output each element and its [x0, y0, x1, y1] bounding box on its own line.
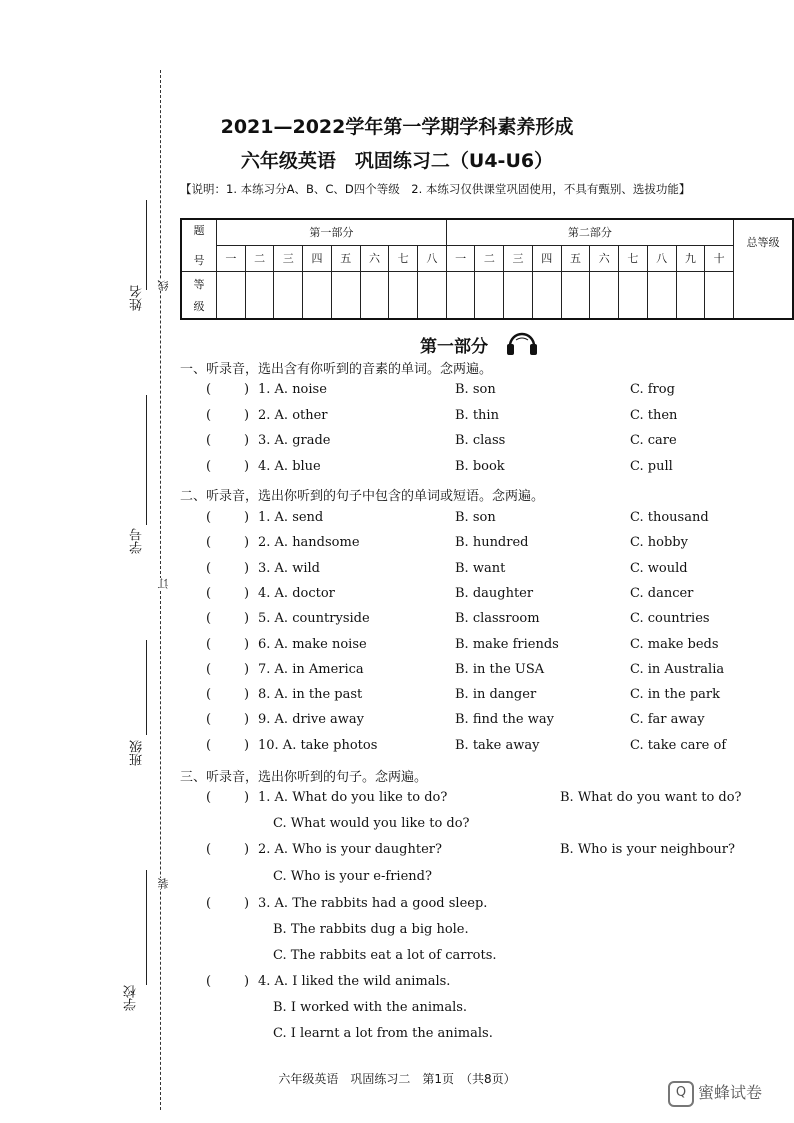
option-c: C. thousand — [630, 510, 709, 525]
paren-open: ( — [206, 510, 212, 525]
answer-blank[interactable]: ) — [244, 382, 250, 397]
option-a: 5. A. countryside — [258, 611, 370, 627]
s3-question-3: ( ) 3. A. The rabbits had a good sleep. — [206, 896, 488, 911]
paren-open: ( — [206, 636, 212, 652]
watermark-logo-icon: Q — [668, 1081, 694, 1107]
s3-question-4-c — [0, 1026, 794, 1048]
column-number-cell: 七 — [389, 245, 418, 271]
column-number-cell: 六 — [590, 245, 619, 271]
column-number-cell: 十 — [705, 245, 734, 271]
paren-open: ( — [206, 433, 212, 448]
option-a: 4. A. doctor — [258, 585, 335, 601]
grade-blank-cell[interactable] — [504, 271, 533, 319]
option-b: B. Who is your neighbour? — [560, 842, 735, 857]
grade-blank-cell[interactable] — [561, 271, 590, 319]
answer-blank[interactable]: ) — [244, 712, 250, 728]
option-b: B. book — [455, 458, 505, 474]
option-b: B. classroom — [455, 611, 540, 627]
column-number-cell: 八 — [647, 245, 676, 271]
option-a: 4. A. I liked the wild animals. — [258, 974, 451, 989]
grade-blank-cell[interactable] — [217, 271, 246, 319]
row-label-2: 号 — [193, 254, 205, 268]
answer-blank[interactable]: ) — [244, 433, 250, 448]
class-label: 班级 — [130, 740, 145, 766]
paren-open: ( — [206, 687, 212, 703]
grade-blank-cell[interactable] — [331, 271, 360, 319]
column-number-cell: 五 — [331, 245, 360, 271]
option-c: C. dancer — [630, 585, 694, 601]
answer-blank[interactable]: ) — [244, 585, 250, 601]
question-row — [0, 687, 794, 709]
answer-blank[interactable]: ) — [244, 510, 250, 525]
grade-blank-cell[interactable] — [590, 271, 619, 319]
option-c: C. Who is your e-friend? — [273, 869, 432, 884]
grade-blank-cell[interactable] — [532, 271, 561, 319]
grade-blank-cell[interactable] — [389, 271, 418, 319]
grade-blank-cell[interactable] — [446, 271, 475, 319]
answer-blank[interactable]: ) — [244, 560, 250, 576]
option-a: 7. A. in America — [258, 661, 364, 677]
exam-subtitle: 六年级英语 巩固练习二（U4-U6） — [240, 150, 554, 172]
answer-blank[interactable]: ) — [244, 974, 250, 989]
part2-header: 第二部分 — [446, 219, 733, 245]
instruction-note: 【说明：1. 本练习分A、B、C、D四个等级 2. 本练习仅供课堂巩固使用，不具有甄别、选拔功能】 — [180, 182, 691, 196]
answer-blank[interactable]: ) — [244, 611, 250, 627]
option-b: B. make friends — [455, 636, 559, 652]
section1-heading: 一、听录音，选出含有你听到的音素的单词。念两遍。 — [180, 362, 493, 377]
s3-question-1: ( ) 1. A. What do you like to do? B. What do you want to do? — [206, 790, 742, 805]
answer-blank[interactable]: ) — [244, 407, 250, 423]
column-number-cell: 四 — [303, 245, 332, 271]
option-b: B. hundred — [455, 535, 529, 551]
paren-open: ( — [206, 535, 212, 551]
option-b: B. find the way — [455, 712, 554, 728]
question-row — [0, 459, 794, 481]
s3-question-2: ( ) 2. A. Who is your daughter? B. Who is your neighbour? — [206, 842, 735, 857]
paren-open: ( — [206, 737, 212, 753]
answer-blank[interactable]: ) — [244, 842, 250, 857]
option-a: 1. A. What do you like to do? — [258, 790, 448, 805]
total-grade-header: 总等级 — [734, 219, 794, 319]
option-a: 2. A. handsome — [258, 535, 360, 551]
column-number-cell: 六 — [360, 245, 389, 271]
option-b: B. want — [455, 560, 506, 576]
column-number-cell: 三 — [504, 245, 533, 271]
column-number-cell: 二 — [475, 245, 504, 271]
question-row — [0, 738, 794, 760]
option-a: 6. A. make noise — [258, 636, 367, 652]
grade-blank-cell[interactable] — [245, 271, 274, 319]
part-heading: 第一部分 — [420, 337, 488, 357]
answer-blank[interactable]: ) — [244, 636, 250, 652]
option-c: C. would — [630, 560, 688, 576]
column-number-cell: 一 — [446, 245, 475, 271]
option-c: C. The rabbits eat a lot of carrots. — [273, 948, 497, 963]
column-number-cell: 三 — [274, 245, 303, 271]
paren-open: ( — [206, 458, 212, 474]
question-row — [0, 408, 794, 430]
paren-open: ( — [206, 382, 212, 397]
question-row — [0, 637, 794, 659]
question-row — [0, 662, 794, 684]
part1-header: 第一部分 — [217, 219, 447, 245]
line-mark: 线 — [157, 280, 170, 291]
option-c: C. pull — [630, 458, 673, 474]
option-a: 1. A. noise — [258, 382, 327, 397]
zhuang-mark: 装 — [157, 878, 170, 889]
column-number-cell: 八 — [418, 245, 447, 271]
question-row — [0, 586, 794, 608]
paren-open: ( — [206, 661, 212, 677]
column-number-cell: 九 — [676, 245, 705, 271]
question-row — [0, 382, 794, 404]
option-b: B. thin — [455, 407, 499, 423]
option-a: 2. A. other — [258, 407, 328, 423]
ding-mark: 订 — [157, 578, 170, 589]
grade-blank-cell[interactable] — [360, 271, 389, 319]
grade-blank-cell[interactable] — [418, 271, 447, 319]
school-label: 学校 — [124, 985, 139, 1011]
option-c: C. take care of — [630, 737, 727, 753]
paren-open: ( — [206, 712, 212, 728]
question-row — [0, 561, 794, 583]
option-c: C. far away — [630, 712, 705, 728]
answer-blank[interactable]: ) — [244, 896, 250, 911]
option-a: 4. A. blue — [258, 458, 321, 474]
option-c: C. frog — [630, 382, 675, 397]
option-b: B. son — [455, 382, 496, 397]
option-a: 2. A. Who is your daughter? — [258, 842, 442, 857]
question-row — [0, 611, 794, 633]
option-c: C. in Australia — [630, 661, 725, 677]
column-number-cell: 五 — [561, 245, 590, 271]
s3-question-1-c — [0, 816, 794, 838]
option-c: C. hobby — [630, 535, 688, 551]
option-c: C. I learnt a lot from the animals. — [273, 1026, 493, 1041]
grade-label-cell: 等 级 — [181, 271, 217, 319]
column-number-cell: 七 — [619, 245, 648, 271]
s3-question-3-b — [0, 922, 794, 944]
option-b: B. I worked with the animals. — [273, 1000, 468, 1015]
watermark: Q 蜜蜂试卷 — [668, 1080, 762, 1107]
grade-blank-cell[interactable] — [475, 271, 504, 319]
answer-blank[interactable]: ) — [244, 535, 250, 551]
s3-question-4: ( ) 4. A. I liked the wild animals. — [206, 974, 451, 989]
column-number-cell: 二 — [245, 245, 274, 271]
option-c: C. care — [630, 433, 677, 448]
option-a: 10. A. take photos — [258, 737, 378, 753]
option-a: 8. A. in the past — [258, 687, 363, 703]
option-c: C. then — [630, 407, 678, 423]
option-a: 3. A. The rabbits had a good sleep. — [258, 896, 488, 911]
option-b: B. class — [455, 433, 506, 448]
option-c: C. countries — [630, 611, 710, 627]
table-header-cell: 题 号 — [181, 219, 217, 271]
headphone-icon — [505, 326, 539, 362]
answer-blank[interactable]: ) — [244, 737, 250, 753]
answer-blank[interactable]: ) — [244, 687, 250, 703]
option-b: B. What do you want to do? — [560, 790, 742, 805]
s3-question-3-c — [0, 948, 794, 970]
answer-blank[interactable]: ) — [244, 661, 250, 677]
question-row — [0, 510, 794, 532]
option-b: B. in the USA — [455, 661, 545, 677]
option-a: 1. A. send — [258, 510, 324, 525]
option-b: B. daughter — [455, 585, 534, 601]
option-b: B. son — [455, 510, 496, 525]
option-a: 3. A. grade — [258, 433, 331, 448]
number-label: 学号 — [130, 528, 145, 554]
section2-heading: 二、听录音，选出你听到的句子中包含的单词或短语。念两遍。 — [180, 489, 545, 504]
paren-open: ( — [206, 611, 212, 627]
grade-blank-cell[interactable] — [705, 271, 734, 319]
column-number-cell: 一 — [217, 245, 246, 271]
exam-title: 2021—2022学年第一学期学科素养形成 — [220, 116, 574, 138]
grade-blank-cell[interactable] — [274, 271, 303, 319]
paren-open: ( — [206, 585, 212, 601]
paren-open: ( — [206, 407, 212, 423]
page-footer: 六年级英语 巩固练习二 第1页 （共8页） — [278, 1072, 516, 1086]
name-label: 姓名 — [130, 285, 145, 311]
option-c: C. What would you like to do? — [273, 816, 470, 831]
paren-open: ( — [206, 560, 212, 576]
grade-blank-cell[interactable] — [647, 271, 676, 319]
section3-heading: 三、听录音，选出你听到的句子。念两遍。 — [180, 770, 428, 785]
question-row — [0, 712, 794, 734]
option-a: 3. A. wild — [258, 560, 320, 576]
question-row — [0, 535, 794, 557]
option-b: B. take away — [455, 737, 540, 753]
option-b: B. The rabbits dug a big hole. — [273, 922, 469, 937]
answer-blank[interactable]: ) — [244, 790, 250, 805]
option-c: C. in the park — [630, 687, 720, 703]
question-row — [0, 433, 794, 455]
option-a: 9. A. drive away — [258, 712, 365, 728]
option-c: C. make beds — [630, 636, 719, 652]
s3-question-4-b — [0, 1000, 794, 1022]
grade-blank-cell[interactable] — [676, 271, 705, 319]
name-blank — [146, 200, 147, 290]
option-b: B. in danger — [455, 687, 537, 703]
s3-question-2-c — [0, 869, 794, 891]
grade-blank-cell[interactable] — [303, 271, 332, 319]
grade-blank-cell[interactable] — [619, 271, 648, 319]
answer-blank[interactable]: ) — [244, 458, 250, 474]
column-number-cell: 四 — [532, 245, 561, 271]
score-table — [180, 218, 794, 320]
